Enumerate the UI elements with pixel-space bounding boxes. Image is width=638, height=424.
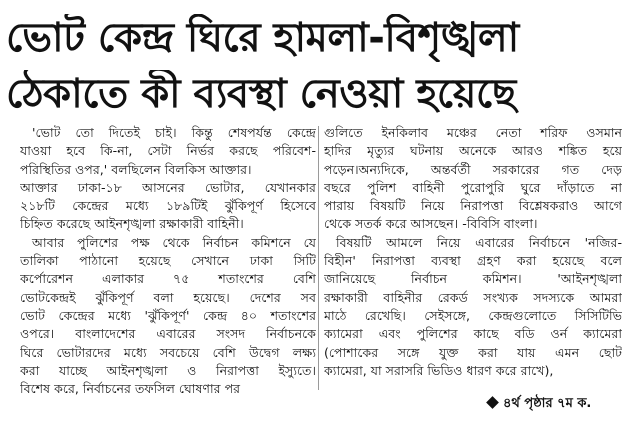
article-line: বিষয়টি আমলে নিয়ে এবারের নির্বাচনে 'নজির- <box>336 234 622 250</box>
article-line: মাঠে রেখেছি। সেইসঙ্গে, কেন্দ্রগুলোতে সিসিটিভি <box>324 307 622 323</box>
article-line: হাদির মৃত্যুর ঘটনায় অনেকে আরও শঙ্কিত হয়ে <box>324 143 622 159</box>
article-line: পরিস্থিতির ওপর,' বলছিলেন বিলকিস আক্তার। <box>20 161 252 177</box>
article-line: 'ভোট তো দিতেই চাই। কিন্তু শেষপর্যন্ত কেন্দ্রে <box>32 125 316 140</box>
article-line: কর্পোরেশন এলাকার ৭৫ শতাংশের বেশি <box>20 271 316 287</box>
article-line: পড়েন।অন্যদিকে, অন্তর্বর্তী সরকারের গত দেড় <box>324 161 622 177</box>
continuation-note <box>488 394 628 415</box>
article-line: বছরে পুলিশ বাহিনী পুরোপুরি ঘুরে দাঁড়াতে না <box>324 179 622 195</box>
article-line: (পোশাকের সঙ্গে যুক্ত করা যায় এমন ছোট <box>324 344 622 360</box>
article-column-left <box>20 124 316 398</box>
article-line: আবার পুলিশের পক্ষ থেকে নির্বাচন কমিশনে যে <box>32 234 316 250</box>
article-line: বিশেষ করে, নির্বাচনের তফসিল ঘোষণার পর <box>20 381 241 397</box>
diamond-bullet-icon <box>486 396 499 409</box>
article-line: চিহ্নিত করেছে আইনশৃঙ্খলা রক্ষাকারী বাহিনী। <box>20 216 244 232</box>
article-line: ঘিরে ভোটারদের মধ্যে সবচেয়ে বেশি উদ্বেগ লক্ষ্য <box>20 344 316 360</box>
article-line: ক্যামেরা এবং পুলিশের কাছে বডি ওর্ন ক্যামেরা <box>324 326 622 342</box>
headline-line-1: ভোট কেন্দ্র ঘিরে হামলা-বিশৃঙ্খলা <box>6 15 519 61</box>
article-line: ওপরে। বাংলাদেশের এবারের সংসদ নির্বাচনকে <box>20 326 316 342</box>
article-line: ২১৮টি কেন্দ্রের মধ্যে ১৮৯টিই ঝুঁকিপূর্ণ হিসেবে <box>20 198 316 214</box>
article-column-right <box>324 124 622 380</box>
article-line: বিহীন' নিরাপত্তা ব্যবস্থা গ্রহণ করা হয়েছে বলে <box>324 253 622 269</box>
article-line: রক্ষাকারী বাহিনীর রেকর্ড সংখ্যক সদস্যকে আমরা <box>324 289 622 305</box>
article-line: ভোটকেন্দ্রই ঝুঁকিপূর্ণ বলা হয়েছে। দেশের সব <box>20 289 316 305</box>
article-line: ভোট কেন্দ্রের মধ্যে 'ঝুঁকিপূর্ণ' কেন্দ্র ৪০ শতাংশের <box>20 307 316 323</box>
article-line: তালিকা পাঠানো হয়েছে সেখানে ঢাকা সিটি <box>20 253 316 269</box>
article-line: পারায় বিষয়টি নিয়ে নিরাপত্তা বিশ্লেষকরাও আগে <box>324 198 622 214</box>
headline-line-2: ঠেকাতে কী ব্যবস্থা নেওয়া হয়েছে <box>6 71 516 117</box>
article-line: যাওয়া হবে কি-না, সেটা নির্ভর করছে পরিবেশ- <box>20 143 316 159</box>
article-line: ক্যামেরা, যা সরাসরি ভিডিও ধারণ করে রাখে), <box>324 362 554 378</box>
article-line: করা যাচ্ছে আইনশৃঙ্খলা ও নিরাপত্তা ইস্যুতে। <box>20 362 316 378</box>
article-line: গুলিতে ইনকিলাব মঞ্চের নেতা শরিফ ওসমান <box>324 125 622 140</box>
continuation-text: ৪র্থ পৃষ্ঠার ৭ম ক. <box>503 396 592 411</box>
article-line: আক্তার ঢাকা-১৮ আসনের ভোটার, যেখানকার <box>20 179 316 195</box>
article-line: থেকে সতর্ক করে আসছেন। -বিবিসি বাংলা। <box>324 216 538 232</box>
column-divider <box>318 126 319 390</box>
article-line: জানিয়েছে নির্বাচন কমিশন। 'আইনশৃঙ্খলা <box>324 271 622 287</box>
